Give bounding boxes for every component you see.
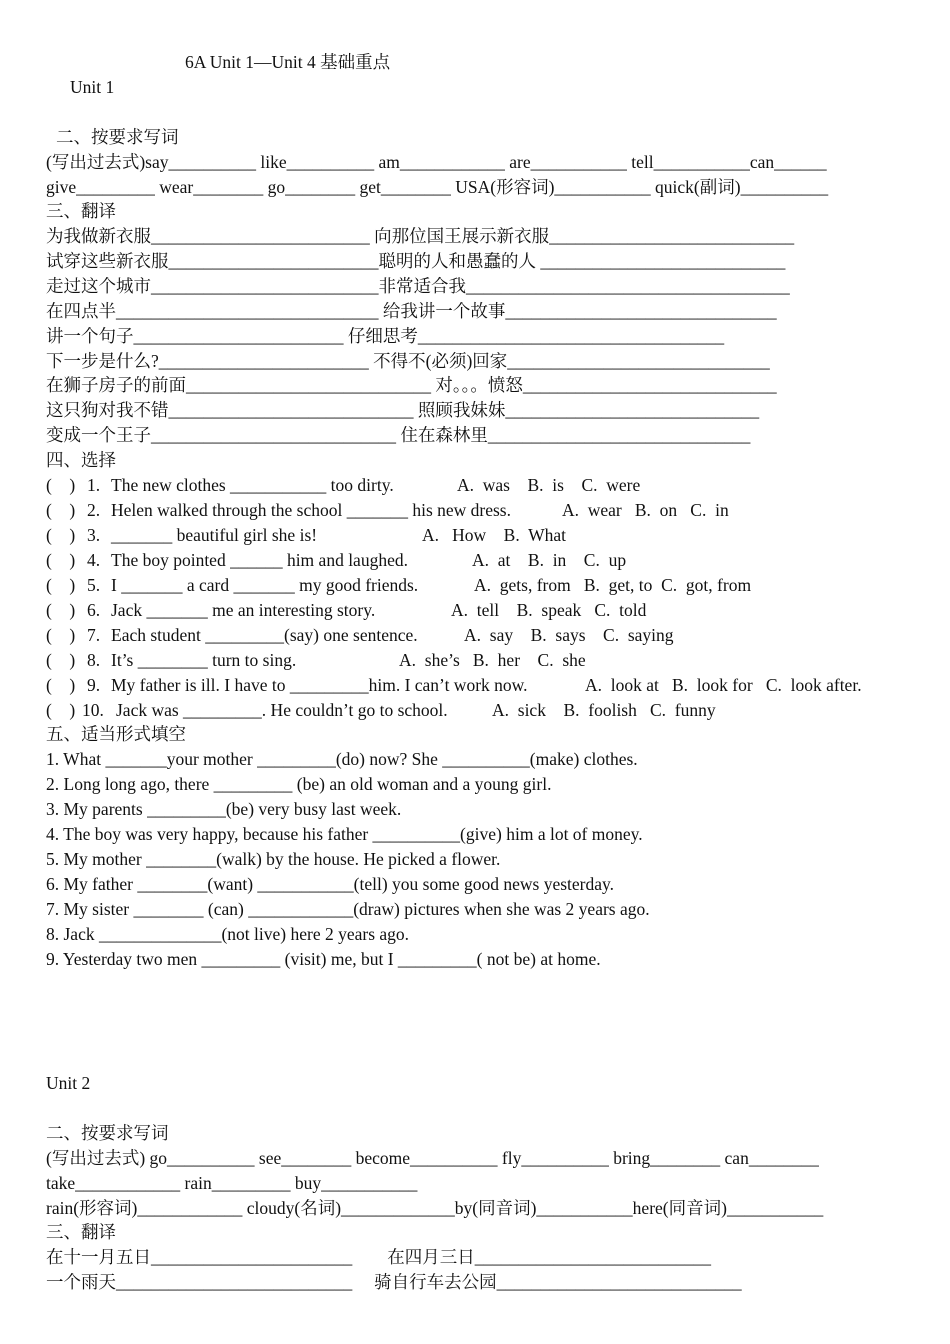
question-number: 3. bbox=[87, 525, 101, 545]
unit2-word-line: (写出过去式) go__________ see________ become__________ fly__________ bring________ can________ bbox=[46, 1148, 819, 1168]
question-number: 8. bbox=[87, 650, 101, 670]
question-options: A. look at B. look for C. look after. bbox=[585, 675, 862, 695]
question-options: A. was B. is C. were bbox=[457, 475, 641, 495]
translate-row: 一个雨天___________________________ 骑自行车去公园____________________________ bbox=[46, 1272, 742, 1292]
question-text: My father is ill. I have to _________him. I can’t work now. bbox=[111, 675, 528, 695]
fill-item: 3. My parents _________(be) very busy last week. bbox=[46, 799, 402, 819]
answer-bracket: ( ) bbox=[46, 625, 76, 645]
unit1-sec3-title: 三、翻译 bbox=[46, 201, 116, 221]
choice-item bbox=[46, 573, 916, 597]
answer-bracket: ( ) bbox=[46, 650, 76, 670]
question-text: I _______ a card _______ my good friends. bbox=[111, 575, 419, 595]
answer-bracket: ( ) bbox=[46, 700, 76, 720]
question-number: 9. bbox=[87, 675, 101, 695]
question-options: A. gets, from B. get, to C. got, from bbox=[474, 575, 752, 595]
translate-row: 这只狗对我不错____________________________ 照顾我妹妹_____________________________ bbox=[46, 400, 760, 420]
question-text: The boy pointed ______ him and laughed. bbox=[111, 550, 408, 570]
choice-item bbox=[46, 598, 916, 622]
question-number: 6. bbox=[87, 600, 101, 620]
question-options: A. tell B. speak C. told bbox=[451, 600, 647, 620]
choice-item bbox=[46, 648, 916, 672]
fill-item: 4. The boy was very happy, because his father __________(give) him a lot of money. bbox=[46, 824, 643, 844]
question-options: A. say B. says C. saying bbox=[464, 625, 674, 645]
translate-row: 在四点半______________________________ 给我讲一个故事_______________________________ bbox=[46, 301, 777, 321]
fill-item: 8. Jack ______________(not live) here 2 years ago. bbox=[46, 924, 410, 944]
question-number: 1. bbox=[87, 475, 101, 495]
question-options: A. at B. in C. up bbox=[472, 550, 627, 570]
question-number: 5. bbox=[87, 575, 101, 595]
fill-item: 1. What _______your mother _________(do) now? She __________(make) clothes. bbox=[46, 749, 638, 769]
fill-item: 9. Yesterday two men _________ (visit) me, but I _________( not be) at home. bbox=[46, 949, 601, 969]
choice-item bbox=[46, 623, 916, 647]
answer-bracket: ( ) bbox=[46, 525, 76, 545]
translate-row: 在十一月五日_______________________ 在四月三日___________________________ bbox=[46, 1247, 711, 1267]
answer-bracket: ( ) bbox=[46, 500, 76, 520]
translate-row: 走过这个城市__________________________非常适合我_____________________________________ bbox=[46, 276, 790, 296]
answer-bracket: ( ) bbox=[46, 575, 76, 595]
question-text: Helen walked through the school _______ his new dress. bbox=[111, 500, 511, 520]
fill-item: 5. My mother ________(walk) by the house. He picked a flower. bbox=[46, 849, 501, 869]
answer-bracket: ( ) bbox=[46, 675, 76, 695]
question-text: It’s ________ turn to sing. bbox=[111, 650, 297, 670]
answer-bracket: ( ) bbox=[46, 600, 76, 620]
translate-row: 试穿这些新衣服________________________聪明的人和愚蠢的人 ____________________________ bbox=[46, 251, 786, 271]
unit2-sec3-title: 三、翻译 bbox=[46, 1222, 116, 1242]
unit1-sec2-title: 二、按要求写词 bbox=[56, 127, 179, 147]
choice-item bbox=[46, 548, 916, 572]
unit1-sec5-title: 五、适当形式填空 bbox=[46, 724, 186, 744]
fill-item: 6. My father ________(want) ___________(tell) you some good news yesterday. bbox=[46, 874, 614, 894]
choice-item bbox=[46, 523, 916, 547]
question-text: Jack was _________. He couldn’t go to school. bbox=[116, 700, 448, 720]
question-number: 4. bbox=[87, 550, 101, 570]
translate-row: 在狮子房子的前面____________________________ 对。。。愤怒_____________________________ bbox=[46, 375, 777, 395]
answer-bracket: ( ) bbox=[46, 550, 76, 570]
translate-row: 为我做新衣服_________________________ 向那位国王展示新衣服____________________________ bbox=[46, 226, 795, 246]
question-text: _______ beautiful girl she is! bbox=[111, 525, 318, 545]
question-options: A. wear B. on C. in bbox=[562, 500, 729, 520]
choice-item bbox=[46, 698, 916, 722]
question-text: Each student _________(say) one sentence. bbox=[111, 625, 418, 645]
question-options: A. she’s B. her C. she bbox=[399, 650, 586, 670]
unit2-sec2-title: 二、按要求写词 bbox=[46, 1123, 169, 1143]
unit1-heading: Unit 1 bbox=[70, 77, 115, 97]
question-text: The new clothes ___________ too dirty. bbox=[111, 475, 394, 495]
answer-bracket: ( ) bbox=[46, 475, 76, 495]
choice-item bbox=[46, 673, 916, 697]
unit1-word-line: give_________ wear________ go________ get________ USA(形容词)___________ quick(副词)__________ bbox=[46, 177, 829, 197]
translate-row: 讲一个句子________________________ 仔细思考___________________________________ bbox=[46, 326, 725, 346]
fill-item: 2. Long long ago, there _________ (be) an old woman and a young girl. bbox=[46, 774, 552, 794]
choice-item bbox=[46, 473, 916, 497]
question-number: 10. bbox=[82, 700, 104, 720]
choice-item bbox=[46, 498, 916, 522]
unit2-word-line: take____________ rain_________ buy___________ bbox=[46, 1173, 418, 1193]
question-options: A. How B. What bbox=[422, 525, 567, 545]
question-number: 7. bbox=[87, 625, 101, 645]
question-number: 2. bbox=[87, 500, 101, 520]
unit2-word-line: rain(形容词)____________ cloudy(名词)_____________by(同音词)___________here(同音词)___________ bbox=[46, 1198, 824, 1218]
question-options: A. sick B. foolish C. funny bbox=[492, 700, 716, 720]
unit2-heading: Unit 2 bbox=[46, 1073, 91, 1093]
question-text: Jack _______ me an interesting story. bbox=[111, 600, 376, 620]
unit1-sec4-title: 四、选择 bbox=[46, 450, 116, 470]
translate-row: 变成一个王子____________________________ 住在森林里______________________________ bbox=[46, 425, 751, 445]
translate-row: 下一步是什么?________________________ 不得不(必须)回家______________________________ bbox=[46, 351, 770, 371]
document-title: 6A Unit 1—Unit 4 基础重点 bbox=[185, 52, 391, 72]
unit1-word-line: (写出过去式)say__________ like__________ am____________ are___________ tell___________can______ bbox=[46, 152, 827, 172]
fill-item: 7. My sister ________ (can) ____________(draw) pictures when she was 2 years ago. bbox=[46, 899, 650, 919]
